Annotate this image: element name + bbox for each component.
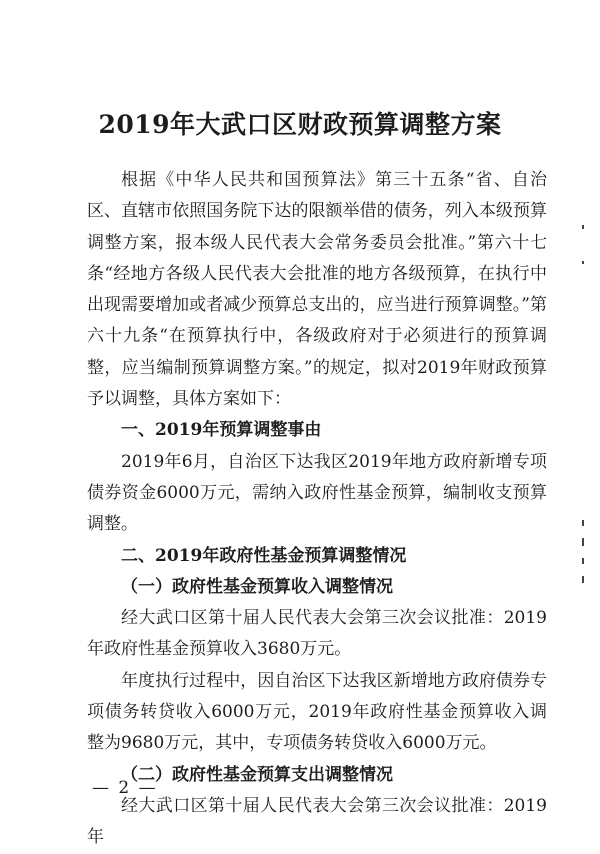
- scan-mark: [582, 538, 584, 546]
- body-paragraph-reason: 2019年6月，自治区下达我区2019年地方政府新增专项债券资金6000万元，需纳入政府性基金预算，编制收支预算调整。: [87, 451, 547, 535]
- document-body: [87, 165, 547, 854]
- section-heading-2: 二、2019年政府性基金预算调整情况: [121, 545, 407, 566]
- document-title: 2019年大武口区财政预算调整方案: [98, 110, 502, 139]
- scan-margin-marks-bottom: [578, 520, 584, 590]
- body-paragraph-intro: 根据《中华人民共和国预算法》第三十五条“省、自治区、直辖市依照国务院下达的限额举借的债务，列入本级预算调整方案，报本级人民代表大会常务委员会批准。”第六十七条“经地方各级人民代表大会批准的地方各级预算，在执行中出现需要增加或者减少预算总支出的，应当进行预算调整。”第六十九条“在预算执行中，各级政府对于必须进行的预算调整，应当编制预算调整方案。”的规定，拟对2019年财政预算予以调整，具体方案如下：: [87, 170, 547, 410]
- subsection-heading-expense: （二）政府性基金预算支出调整情况: [121, 764, 393, 785]
- subsection-heading-income: （一）政府性基金预算收入调整情况: [121, 576, 393, 597]
- scan-mark: [582, 261, 584, 264]
- page-number: — 2 —: [92, 778, 158, 798]
- scan-mark: [582, 558, 584, 564]
- scan-mark: [582, 225, 584, 229]
- scan-margin-marks-top: [578, 225, 584, 285]
- scan-mark: [582, 576, 584, 583]
- body-paragraph-expense-approved: 经大武口区第十届人民代表大会第三次会议批准：2019年: [87, 795, 547, 848]
- section-heading-1: 一、2019年预算调整事由: [121, 420, 322, 441]
- scan-mark: [582, 520, 584, 526]
- body-paragraph-income-adjusted: 年度执行过程中，因自治区下达我区新增地方政府债券专项债务转贷收入6000万元，2019年政府性基金预算收入调整为9680万元，其中，专项债务转贷收入6000万元。: [87, 670, 547, 754]
- body-paragraph-income-approved: 经大武口区第十届人民代表大会第三次会议批准：2019年政府性基金预算收入3680万元。: [87, 608, 547, 660]
